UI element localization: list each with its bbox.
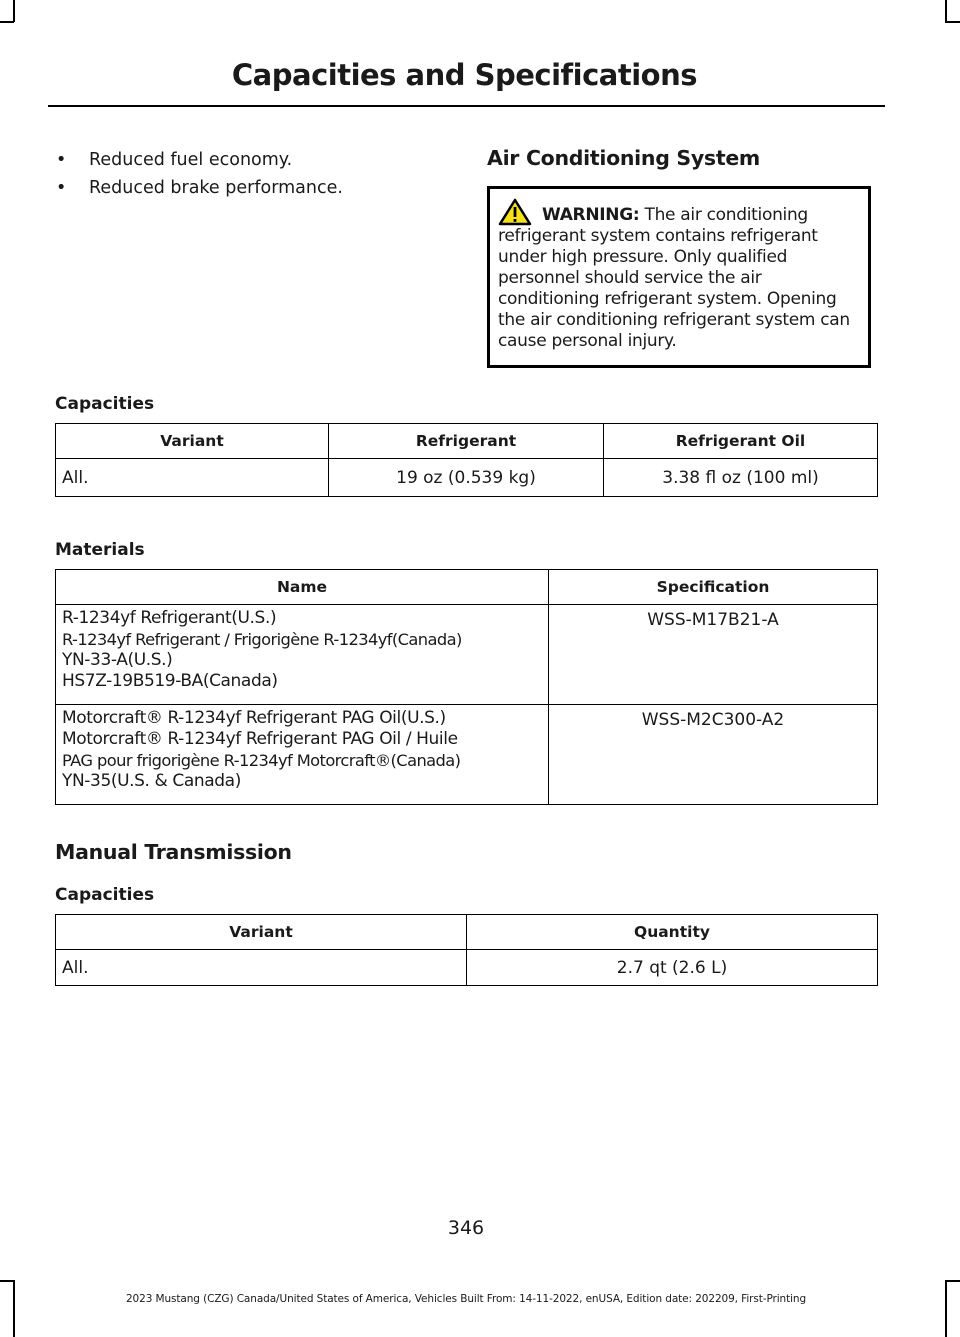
crop-mark-bottom-right-h bbox=[945, 1280, 960, 1282]
mt-section-heading: Manual Transmission bbox=[55, 840, 292, 864]
cell-variant: All. bbox=[56, 950, 467, 986]
crop-mark-top-left-v bbox=[13, 0, 15, 22]
crop-mark-top-right-h bbox=[945, 21, 960, 23]
cell-material-name bbox=[56, 605, 549, 705]
mt-capacities-heading: Capacities bbox=[55, 885, 155, 905]
crop-mark-bottom-right-v bbox=[945, 1280, 947, 1337]
name-line: R-1234yf Refrigerant(U.S.) bbox=[62, 608, 277, 628]
column-header-specification: Specification bbox=[549, 570, 878, 605]
cell-refrigerant: 19 oz (0.539 kg) bbox=[329, 459, 604, 497]
name-line: Motorcraft® R-1234yf Refrigerant PAG Oil(U.S.) bbox=[62, 708, 446, 728]
bullet-dot: • bbox=[56, 150, 67, 170]
materials-heading: Materials bbox=[55, 540, 145, 560]
materials-table bbox=[55, 569, 878, 805]
ac-capacities-heading: Capacities bbox=[55, 394, 155, 414]
crop-mark-top-left-h bbox=[0, 21, 14, 23]
mt-capacities-table bbox=[55, 914, 878, 986]
bullet-text: Reduced fuel economy. bbox=[89, 150, 293, 170]
crop-mark-bottom-left-h bbox=[0, 1280, 14, 1282]
bullet-dot: • bbox=[56, 178, 67, 198]
bullet-list bbox=[56, 146, 343, 202]
name-line: HS7Z-19B519-BA(Canada) bbox=[62, 671, 278, 691]
bullet-item bbox=[56, 174, 343, 202]
name-line: PAG pour frigorigène R-1234yf Motorcraft®(Canada) bbox=[62, 751, 461, 770]
warning-text: The air conditioning refrigerant system contains refrigerant under high pressure. Only qualified personnel should service the air conditioning refrigerant system. Opening the air conditioning refrigerant system can cause personal injury. bbox=[498, 205, 850, 351]
column-header-variant: Variant bbox=[56, 424, 329, 459]
column-header-variant: Variant bbox=[56, 915, 467, 950]
table-header-row bbox=[56, 570, 878, 605]
table-row bbox=[56, 605, 878, 705]
cell-specification: WSS-M17B21-A bbox=[549, 605, 878, 705]
table-row bbox=[56, 950, 878, 986]
name-line: YN-35(U.S. & Canada) bbox=[62, 771, 241, 791]
title-rule bbox=[48, 105, 885, 107]
page-number: 346 bbox=[447, 1217, 485, 1239]
name-line: R-1234yf Refrigerant / Frigorigène R-1234yf(Canada) bbox=[62, 630, 462, 649]
footer-text: 2023 Mustang (CZG) Canada/United States of America, Vehicles Built From: 14-11-2022, enUSA, Edition date: 202209, First-Printing bbox=[125, 1293, 807, 1305]
page-title: Capacities and Specifications bbox=[231, 58, 697, 92]
cell-refrigerant-oil: 3.38 fl oz (100 ml) bbox=[604, 459, 878, 497]
column-header-refrigerant-oil: Refrigerant Oil bbox=[604, 424, 878, 459]
table-row bbox=[56, 705, 878, 805]
crop-mark-top-right-v bbox=[945, 0, 947, 22]
table-row bbox=[56, 459, 878, 497]
ac-capacities-table bbox=[55, 423, 878, 497]
ac-section-heading: Air Conditioning System bbox=[487, 146, 760, 170]
cell-specification: WSS-M2C300-A2 bbox=[549, 705, 878, 805]
column-header-name: Name bbox=[56, 570, 549, 605]
name-line: Motorcraft® R-1234yf Refrigerant PAG Oil / Huile bbox=[62, 729, 458, 749]
bullet-item bbox=[56, 146, 343, 174]
bullet-text: Reduced brake performance. bbox=[89, 178, 343, 198]
table-header-row bbox=[56, 424, 878, 459]
warning-label: WARNING: bbox=[542, 205, 640, 225]
warning-triangle-icon bbox=[498, 198, 532, 226]
table-header-row bbox=[56, 915, 878, 950]
warning-box bbox=[487, 186, 871, 368]
cell-material-name bbox=[56, 705, 549, 805]
cell-variant: All. bbox=[56, 459, 329, 497]
cell-quantity: 2.7 qt (2.6 L) bbox=[467, 950, 878, 986]
column-header-quantity: Quantity bbox=[467, 915, 878, 950]
crop-mark-bottom-left-v bbox=[13, 1280, 15, 1337]
column-header-refrigerant: Refrigerant bbox=[329, 424, 604, 459]
name-line: YN-33-A(U.S.) bbox=[62, 650, 173, 670]
